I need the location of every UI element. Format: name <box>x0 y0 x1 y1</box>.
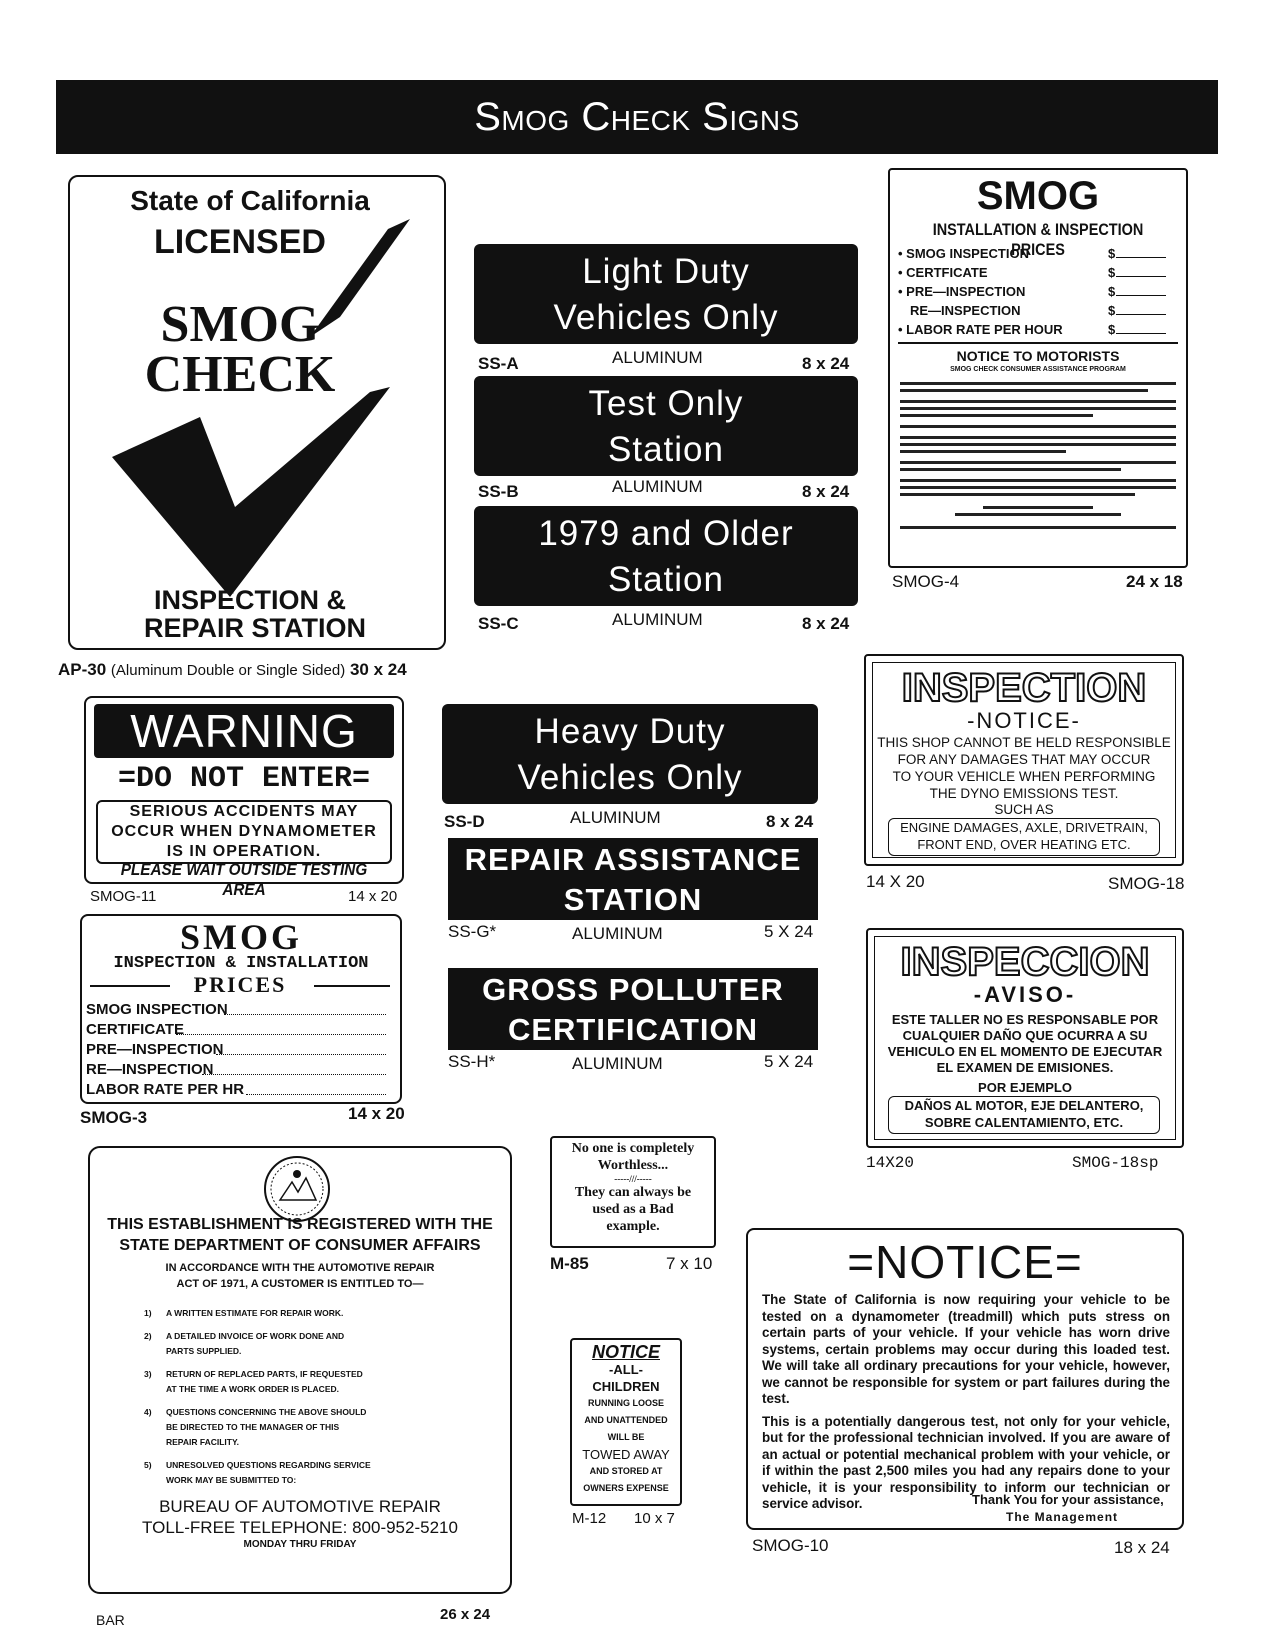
header-bar <box>56 80 1218 154</box>
ap30-code: AP-30 <box>58 660 107 679</box>
sign-ss-g <box>448 838 818 920</box>
ap30-line3: SMOG <box>160 296 320 353</box>
smog4-size: 24 x 18 <box>1126 572 1183 591</box>
sign-ap30 <box>68 175 446 650</box>
ssg-code: SS-G* <box>448 922 497 941</box>
ap30-line4: CHECK <box>144 346 336 403</box>
ap30-line6: REPAIR STATION <box>144 613 366 643</box>
smog3-title: SMOG <box>179 917 302 957</box>
smog3-item: PRE—INSPECTION <box>86 1040 394 1060</box>
sign-ss-h <box>448 968 818 1050</box>
ssb-line1: Test Only <box>588 384 744 423</box>
ssc-size: 8 x 24 <box>802 614 850 633</box>
smog4-price-list <box>898 244 1178 339</box>
smog18sp-size: 14X20 <box>866 1154 915 1172</box>
smog4-code: SMOG-4 <box>892 572 960 591</box>
smog3-rule-right <box>314 985 390 987</box>
ssc-line1: 1979 and Older <box>538 514 794 553</box>
smog10-mgmt: The Management <box>1006 1510 1119 1524</box>
m12-size: 10 x 7 <box>634 1510 675 1527</box>
bar-footer: BUREAU OF AUTOMOTIVE REPAIR TOLL-FREE TELEPHONE: 800-952-5210 MONDAY THRU FRIDAY <box>142 1497 458 1550</box>
ssh-size: 5 X 24 <box>764 1052 814 1071</box>
smog4-subtitle: INSTALLATION & INSPECTION PRICES <box>932 220 1144 259</box>
smog3-line3: PRICES <box>193 972 287 997</box>
ssd-line1: Heavy Duty <box>534 712 726 751</box>
ssg-line1: REPAIR ASSISTANCE <box>464 842 802 877</box>
sign-smog-18sp <box>866 928 1184 1148</box>
smog11-box <box>96 800 392 864</box>
smog3-rule-left <box>90 985 170 987</box>
smog11-line5: IS IN OPERATION. <box>166 843 322 860</box>
sign-m-12 <box>570 1338 682 1506</box>
smog11-size: 14 x 20 <box>348 888 398 905</box>
smog18-body: THIS SHOP CANNOT BE HELD RESPONSIBLE FOR ANY DAMAGES THAT MAY OCCUR TO YOUR VEHICLE WHEN PERFORMING THE DYNO EMISSIONS TEST. <box>877 735 1171 801</box>
smog3-size: 14 x 20 <box>348 1104 405 1123</box>
sign-ss-d <box>442 704 818 804</box>
smog4-item: • PRE—INSPECTION $ <box>898 282 1178 301</box>
m12-title: NOTICE <box>591 1342 660 1362</box>
ssa-line2: Vehicles Only <box>553 298 779 337</box>
bar-item: 4) QUESTIONS CONCERNING THE ABOVE SHOULD BE DIRECTED TO THE MANAGER OF THIS REPAIR FACILITY. <box>144 1407 367 1447</box>
ssd-size: 8 x 24 <box>766 812 814 831</box>
ssb-material: ALUMINUM <box>612 477 703 496</box>
ssb-size: 8 x 24 <box>802 482 850 501</box>
sign-bar <box>88 1146 512 1594</box>
smog11-line1: WARNING <box>94 704 394 758</box>
ap30-line2: LICENSED <box>154 223 326 261</box>
page-title: Smog Check Signs <box>474 95 800 139</box>
smog3-item: RE—INSPECTION <box>86 1060 394 1080</box>
bar-item: 2) A DETAILED INVOICE OF WORK DONE AND PARTS SUPPLIED. <box>144 1331 345 1356</box>
smog3-code: SMOG-3 <box>80 1108 148 1127</box>
smog3-item: LABOR RATE PER HR <box>86 1080 394 1100</box>
ssh-code: SS-H* <box>448 1052 496 1071</box>
smog11-line2: =DO NOT ENTER= <box>117 762 371 796</box>
smog10-p1: The State of California is now requiring your vehicle to be tested on a dynamometer (treadmill) which puts stress on certain parts of your vehicle. If your vehicle has worn drive systems, certain problems may occur during this loaded test. We will take all ordinary precautions for your vehicle, however, we cannot be responsible for system or part failures during the test. <box>762 1292 1170 1406</box>
sign-m-85 <box>550 1136 716 1248</box>
smog4-notice-sub: SMOG CHECK CONSUMER ASSISTANCE PROGRAM <box>950 366 1126 373</box>
m12-text: NOTICE -ALL- CHILDREN RUNNING LOOSE AND UNATTENDED WILL BE TOWED AWAY AND STORED AT OWNERS EXPENSE <box>572 1344 680 1497</box>
smog3-item: SMOG INSPECTION <box>86 1000 394 1020</box>
smog3-price-list <box>86 1000 394 1100</box>
smog4-notice-title: NOTICE TO MOTORISTS <box>956 348 1120 364</box>
ap30-line5: INSPECTION & <box>153 585 347 615</box>
smog3-item: CERTIFICATE <box>86 1020 394 1040</box>
smog18-size: 14 X 20 <box>866 872 925 891</box>
ssh-line2: CERTIFICATION <box>507 1012 759 1047</box>
sign-ss-c <box>474 506 858 606</box>
smog10-thanks: Thank You for your assistance, <box>972 1492 1164 1507</box>
ap30-caption <box>58 660 407 680</box>
ssa-material: ALUMINUM <box>612 348 703 367</box>
smog4-item: • SMOG INSPECTION $ <box>898 244 1178 263</box>
ssa-code: SS-A <box>478 354 519 373</box>
smog18sp-code: SMOG-18sp <box>1072 1154 1159 1172</box>
ssh-line1: GROSS POLLUTER <box>482 972 784 1007</box>
sign-smog-18 <box>864 654 1184 866</box>
smog4-item: • CERTFICATE $ <box>898 263 1178 282</box>
bar-item: 5) UNRESOLVED QUESTIONS REGARDING SERVICE WORK MAY BE SUBMITTED TO: <box>144 1460 371 1485</box>
smog18sp-body: ESTE TALLER NO ES RESPONSABLE POR CUALQUIER DAÑO QUE OCURRA A SU VEHICULO EN EL MOMENTO DE EJECUTAR EL EXAMEN DE EMISIONES. <box>887 1012 1163 1075</box>
bar-items <box>144 1306 464 1488</box>
smog11-code: SMOG-11 <box>90 888 157 905</box>
m12-code: M-12 <box>572 1510 607 1527</box>
smog11-line6: PLEASE WAIT OUTSIDE TESTING AREA <box>120 860 368 899</box>
checkmark-icon <box>70 177 448 652</box>
ssb-code: SS-B <box>478 482 519 501</box>
smog4-item: • LABOR RATE PER HOUR $ <box>898 320 1178 339</box>
smog10-p2: This is a potentially dangerous test, not only for your vehicle, but for the professional technician involved. If you are aware of an actual or potential mechanical problem with your vehicle, or if within the past 2,500 miles you had any repairs done to your vehicle, it is your responsibility to inform our technician or service advisor. <box>762 1413 1170 1511</box>
bar-subheader: IN ACCORDANCE WITH THE AUTOMOTIVE REPAIR ACT OF 1971, A CUSTOMER IS ENTITLED TO— <box>165 1262 435 1290</box>
smog4-item: RE—INSPECTION $ <box>898 301 1178 320</box>
bar-size: 26 x 24 <box>440 1606 491 1623</box>
ssg-line2: STATION <box>563 882 703 917</box>
smog18-title: INSPECTION <box>901 666 1147 710</box>
ssb-line2: Station <box>608 430 724 469</box>
smog3-line2: INSPECTION & INSTALLATION <box>113 954 369 973</box>
smog18-code: SMOG-18 <box>1108 874 1185 893</box>
smog18sp-box: DAÑOS AL MOTOR, EJE DELANTERO, SOBRE CALENTAMIENTO, ETC. <box>888 1096 1160 1134</box>
smog18-subtitle: -NOTICE- <box>967 708 1081 733</box>
smog10-body <box>762 1292 1170 1513</box>
sign-smog-3 <box>80 914 402 1104</box>
smog10-code: SMOG-10 <box>752 1536 829 1555</box>
smog18-box: ENGINE DAMAGES, AXLE, DRIVETRAIN, FRONT END, OVER HEATING ETC. <box>888 818 1160 856</box>
smog18sp-title: INSPECCION <box>900 940 1150 984</box>
bar-code: BAR <box>96 1612 125 1628</box>
ssd-code: SS-D <box>444 812 485 831</box>
ssg-size: 5 X 24 <box>764 922 814 941</box>
ssc-line2: Station <box>608 560 724 599</box>
ssh-material: ALUMINUM <box>572 1054 663 1073</box>
bar-item: 3) RETURN OF REPLACED PARTS, IF REQUESTED AT THE TIME A WORK ORDER IS PLACED. <box>144 1369 363 1394</box>
ap30-line1: State of California <box>130 185 370 216</box>
sign-smog-4 <box>888 168 1188 568</box>
ssd-material: ALUMINUM <box>570 808 661 827</box>
smog4-divider <box>898 342 1178 344</box>
ssd-line2: Vehicles Only <box>517 758 743 797</box>
smog18sp-subtitle: -AVISO- <box>973 982 1077 1007</box>
ssc-material: ALUMINUM <box>612 610 703 629</box>
smog4-fine-print <box>900 378 1176 533</box>
sign-ss-b <box>474 376 858 476</box>
sign-ss-a <box>474 244 858 344</box>
ssa-size: 8 x 24 <box>802 354 850 373</box>
ssg-material: ALUMINUM <box>572 924 663 943</box>
smog18sp-por: POR EJEMPLO <box>978 1080 1072 1095</box>
smog4-title: SMOG <box>976 174 1100 218</box>
ssa-line1: Light Duty <box>582 252 750 291</box>
m85-text: No one is completely Worthless... -----///----- They can always be used as a Bad example. <box>571 1141 695 1234</box>
smog18-such: SUCH AS <box>994 802 1054 817</box>
bar-header: THIS ESTABLISHMENT IS REGISTERED WITH THE STATE DEPARTMENT OF CONSUMER AFFAIRS <box>107 1216 493 1254</box>
bar-item: 1) A WRITTEN ESTIMATE FOR REPAIR WORK. <box>144 1308 344 1318</box>
ap30-size: 30 x 24 <box>349 660 407 679</box>
smog11-line3: SERIOUS ACCIDENTS MAY <box>129 803 359 820</box>
ap30-desc: (Aluminum Double or Single Sided) <box>110 662 346 679</box>
smog10-title: =NOTICE= <box>847 1236 1083 1288</box>
sign-smog-10 <box>746 1228 1184 1530</box>
smog11-line4: OCCUR WHEN DYNAMOMETER <box>111 823 377 840</box>
m85-code: M-85 <box>550 1254 589 1273</box>
smog10-size: 18 x 24 <box>1114 1538 1170 1557</box>
m85-size: 7 x 10 <box>666 1254 713 1273</box>
ssc-code: SS-C <box>478 614 519 633</box>
